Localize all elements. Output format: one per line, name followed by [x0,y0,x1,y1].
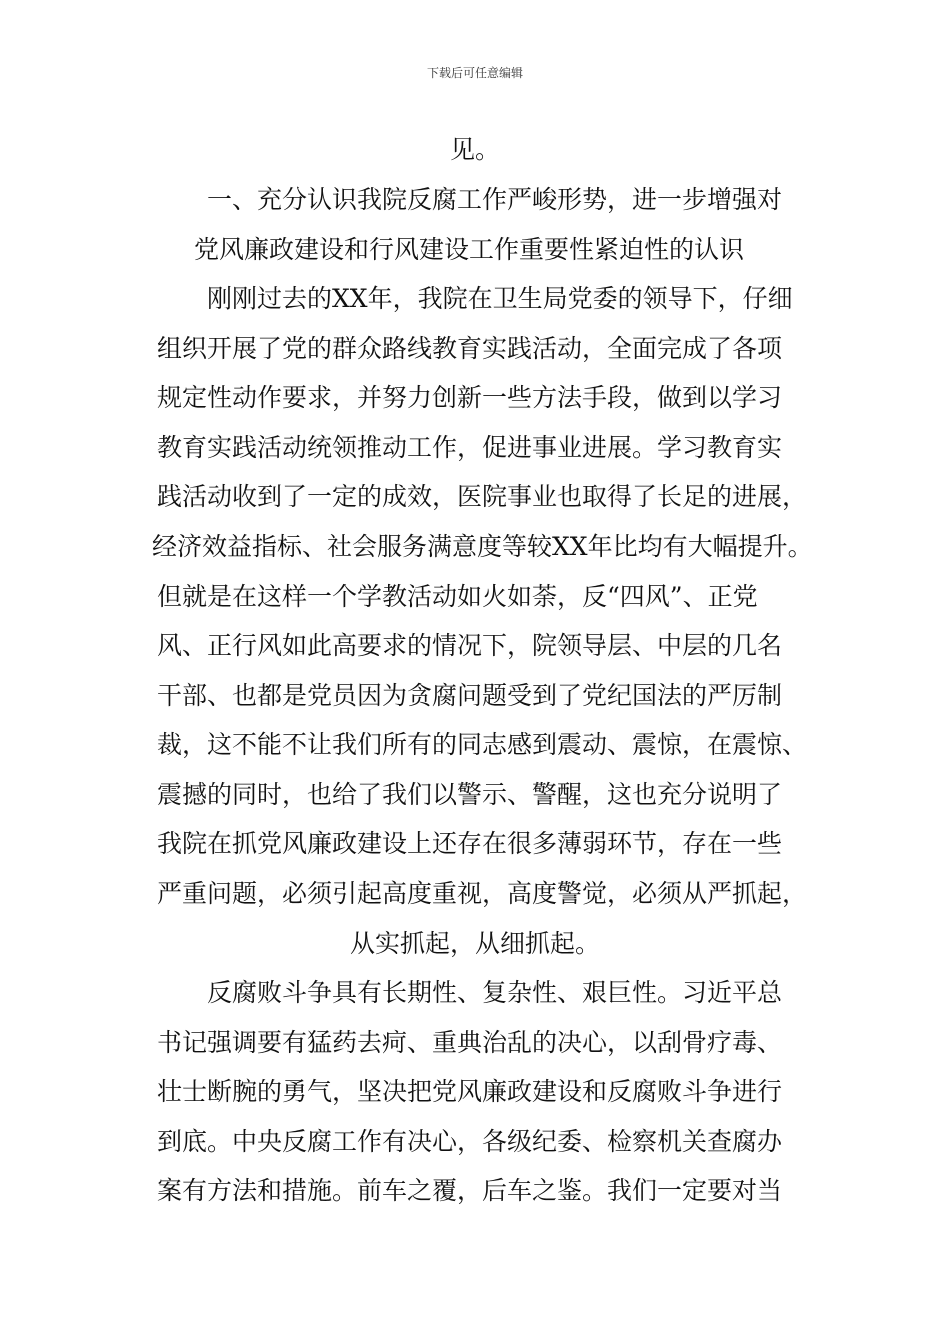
text-line: 书记强调要有猛药去疴、重典治乱的决心，以刮骨疗毒、 [157,1028,783,1057]
text-line: 震撼的同时，也给了我们以警示、警醒，这也充分说明了 [157,780,783,809]
section-heading-line: 党风廉政建设和行风建设工作重要性紧迫性的认识 [194,235,745,264]
text-line: 风、正行风如此高要求的情况下，院领导层、中层的几名 [157,631,783,660]
text-line: 经济效益指标、社会服务满意度等较XX年比均有大幅提升。 [152,532,813,561]
text-line: 我院在抓党风廉政建设上还存在很多薄弱环节，存在一些 [157,829,783,858]
text-line: 严重问题，必须引起高度重视，高度警觉，必须从严抓起， [157,879,808,908]
text-line: 规定性动作要求，并努力创新一些方法手段，做到以学习 [157,383,783,412]
text-line: 反腐败斗争具有长期性、复杂性、艰巨性。习近平总 [207,978,783,1007]
text-line: 组织开展了党的群众路线教育实践活动，全面完成了各项 [157,334,783,363]
text-line: 但就是在这样一个学教活动如火如荼，反“四风”、正党 [157,582,758,611]
text-line: 案有方法和措施。前车之覆，后车之鉴。我们一定要对当 [157,1176,783,1205]
text-line: 裁，这不能不让我们所有的同志感到震动、震惊，在震惊、 [157,730,808,759]
text-line: 干部、也都是党员因为贪腐问题受到了党纪国法的严厉制 [157,681,783,710]
text-line: 从实抓起，从细抓起。 [349,929,600,958]
text-line: 教育实践活动统领推动工作，促进事业进展。学习教育实 [157,433,783,462]
text-line: 刚刚过去的XX年，我院在卫生局党委的领导下，仔细 [207,284,793,313]
text-line: 践活动收到了一定的成效，医院事业也取得了长足的进展， [157,482,808,511]
text-line: 见。 [449,135,500,164]
page-header: 下载后可任意编辑 [426,66,523,80]
text-line: 壮士断腕的勇气，坚决把党风廉政建设和反腐败斗争进行 [157,1077,783,1106]
text-line: 到底。中央反腐工作有决心，各级纪委、检察机关查腐办 [157,1127,783,1156]
section-heading-line: 一、充分认识我院反腐工作严峻形势，进一步增强对 [207,185,783,214]
